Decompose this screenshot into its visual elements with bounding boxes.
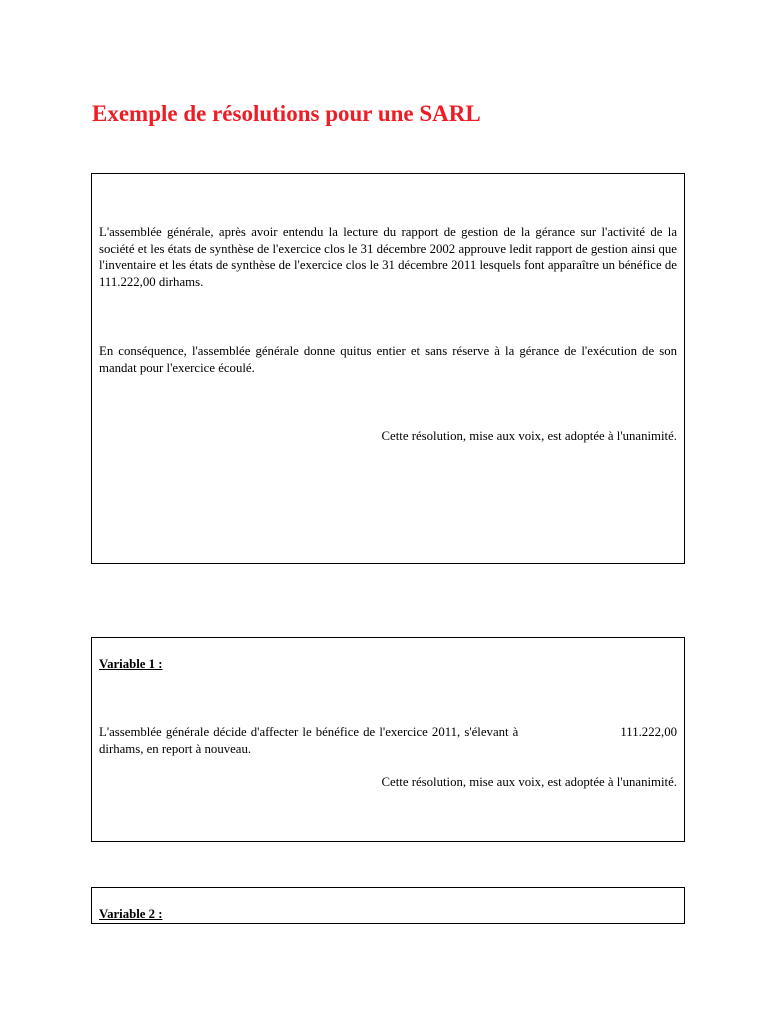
resolution-adoption-text: Cette résolution, mise aux voix, est adoptée à l'unanimité. (381, 429, 677, 443)
variable-1-adoption-text: Cette résolution, mise aux voix, est adoptée à l'unanimité. (381, 775, 677, 789)
variable-1-text-end: 111.222,00 dirhams, en report à nouveau. (99, 725, 677, 756)
variable-1-label: Variable 1 : (99, 657, 163, 671)
resolution-paragraph-1: L'assemblée générale, après avoir entendu la lecture du rapport de gestion de la gérance sur l'activité de la société et les états de synthèse de l'exercice clos le 31 décembre 2002 approuve ledit rapport de gestion ainsi que l'inventaire et les états de synthèse de l'exercice clos le 31 décembre 2011 lesquels font apparaître un bénéfice de 111.222,00 dirhams. (99, 225, 677, 289)
variable-2-label: Variable 2 : (99, 907, 163, 921)
variable-1-paragraph (99, 724, 677, 757)
resolution-box (91, 173, 685, 564)
variable-1-box (91, 637, 685, 842)
variable-1-text-start: L'assemblée générale décide d'affecter le bénéfice de l'exercice 2011, s'élevant à (99, 725, 519, 739)
page-title: Exemple de résolutions pour une SARL (92, 101, 481, 126)
variable-2-box (91, 887, 685, 924)
resolution-paragraph-2: En conséquence, l'assemblée générale donne quitus entier et sans réserve à la gérance de l'exécution de son mandat pour l'exercice écoulé. (99, 344, 677, 375)
